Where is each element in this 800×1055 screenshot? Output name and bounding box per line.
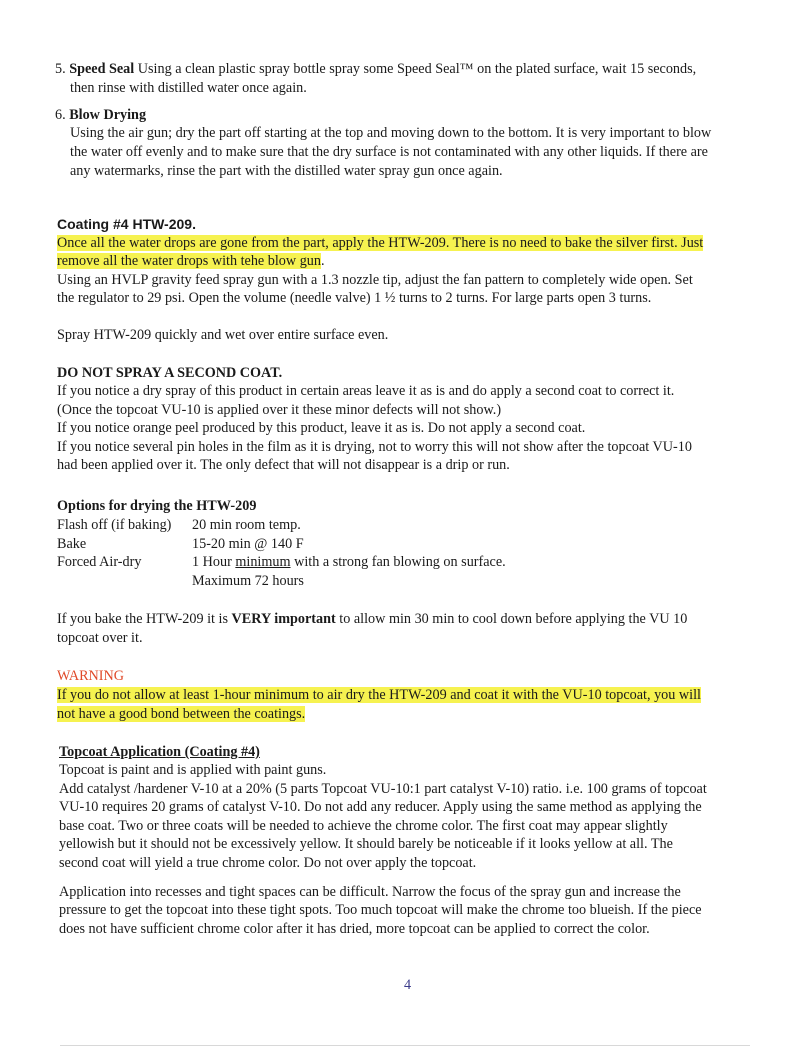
- coating-spray: Spray HTW-209 quickly and wet over entire surface even.: [57, 327, 389, 343]
- drying-row-value: Maximum 72 hours: [192, 573, 304, 589]
- coating-highlight-line-1: [57, 234, 703, 252]
- drying-row-value: 20 min room temp.: [192, 517, 301, 533]
- highlighted-text: remove all the water drops with tehe blow gun: [57, 253, 321, 269]
- drying-options-heading: Options for drying the HTW-209: [57, 498, 257, 514]
- topcoat-line-6: second coat will yield a true chrome color. Do not over apply the topcoat.: [59, 855, 477, 871]
- no-second-coat-line-3: If you notice orange peel produced by this product, leave it as is. Do not apply a second coat.: [57, 420, 586, 436]
- note-text: If you bake the HTW-209 it is: [57, 611, 232, 627]
- topcoat-line-3: VU-10 requires 20 grams of catalyst V-10. Do not add any reducer. Apply using the same method as applying the: [59, 799, 702, 815]
- step-title: Blow Drying: [69, 107, 147, 123]
- drying-row-label: Forced Air-dry: [57, 554, 142, 570]
- highlighted-text: If you do not allow at least 1-hour minimum to air dry the HTW-209 and coat it with the VU-10 topcoat, you will: [57, 687, 701, 703]
- drying-row-value: [192, 553, 506, 571]
- step-6-line-2: the water off evenly and to make sure that the dry surface is not contaminated with any other liquids. If there are: [70, 144, 708, 160]
- step-6-line-1: Using the air gun; dry the part off starting at the top and moving down to the bottom. It is very important to blow: [70, 125, 712, 141]
- topcoat-heading: Topcoat Application (Coating #4): [59, 744, 260, 760]
- underlined-text: minimum: [235, 554, 291, 570]
- emphasis-text: VERY important: [231, 611, 336, 627]
- step-5-line-1: [55, 60, 696, 78]
- value-text: with a strong fan blowing on surface.: [290, 554, 506, 570]
- step-6-line-3: any watermarks, rinse the part with the distilled water spray gun once again.: [70, 163, 503, 179]
- coating-line-1: Using an HVLP gravity feed spray gun with a 1.3 nozzle tip, adjust the fan pattern to completely wide open. Set: [57, 272, 693, 288]
- highlighted-text: Once all the water drops are gone from the part, apply the HTW-209. There is no need to bake the silver first. Just: [57, 235, 704, 251]
- bake-note-line-1: [57, 610, 687, 628]
- drying-row-label: Flash off (if baking): [57, 517, 172, 533]
- no-second-coat-line-4: If you notice several pin holes in the film as it is drying, not to worry this will not show after the topcoat VU-10: [57, 439, 692, 455]
- topcoat-line-4: base coat. Two or three coats will be needed to achieve the chrome color. The first coat may appear slightly: [59, 818, 668, 834]
- coating-line-2: the regulator to 29 psi. Open the volume (needle valve) 1 ½ turns to 2 turns. For large parts open 3 turns.: [57, 290, 652, 306]
- no-second-coat-line-2: (Once the topcoat VU-10 is applied over it these minor defects will not show.): [57, 402, 502, 418]
- step-5-line-2: then rinse with distilled water once again.: [70, 80, 307, 96]
- no-second-coat-line-1: If you notice a dry spray of this product in certain areas leave it as is and do apply a second coat to correct it.: [57, 383, 675, 399]
- no-second-coat-line-5: had been applied over it. The only defect that will not disappear is a drip or run.: [57, 457, 510, 473]
- warning-heading: WARNING: [57, 668, 124, 684]
- topcoat-para2-line-1: Application into recesses and tight spaces can be difficult. Narrow the focus of the spray gun and increase the: [59, 884, 681, 900]
- topcoat-para2-line-2: pressure to get the topcoat into these tight spots. Too much topcoat will make the chrome too blueish. If the piece: [59, 902, 702, 918]
- warning-line-1: [57, 686, 701, 704]
- coating-highlight-line-2: [57, 252, 325, 270]
- step-number: 6.: [55, 107, 66, 123]
- step-number: 5.: [55, 61, 66, 77]
- drying-row-value: 15-20 min @ 140 F: [192, 536, 304, 552]
- note-text: to allow min 30 min to cool down before applying the VU 10: [335, 611, 688, 627]
- step-text: Using a clean plastic spray bottle spray some Speed Seal™ on the plated surface, wait 15 seconds,: [134, 61, 697, 77]
- drying-row-label: Bake: [57, 536, 87, 552]
- highlighted-text: not have a good bond between the coatings.: [57, 706, 306, 722]
- coating-heading: Coating #4 HTW-209.: [57, 216, 196, 232]
- topcoat-line-1: Topcoat is paint and is applied with paint guns.: [59, 762, 327, 778]
- value-text: 1 Hour: [192, 554, 236, 570]
- warning-line-2: [57, 705, 305, 723]
- page-bottom-edge: [60, 1045, 750, 1046]
- step-6-heading: [55, 106, 146, 124]
- topcoat-para2-line-3: does not have sufficient chrome color after it has dried, more topcoat can be applied to correct the color.: [59, 921, 650, 937]
- bake-note-line-2: topcoat over it.: [57, 630, 143, 646]
- topcoat-line-5: yellowish but it should not be excessively yellow. It should barely be noticeable if it looks yellow at all. The: [59, 836, 673, 852]
- no-second-coat-heading: DO NOT SPRAY A SECOND COAT.: [57, 365, 283, 381]
- step-title: Speed Seal: [69, 61, 135, 77]
- page-number: 4: [404, 977, 412, 993]
- period: .: [320, 253, 325, 269]
- topcoat-line-2: Add catalyst /hardener V-10 at a 20% (5 parts Topcoat VU-10:1 part catalyst V-10) ratio. i.e. 100 grams of topcoat: [59, 781, 707, 797]
